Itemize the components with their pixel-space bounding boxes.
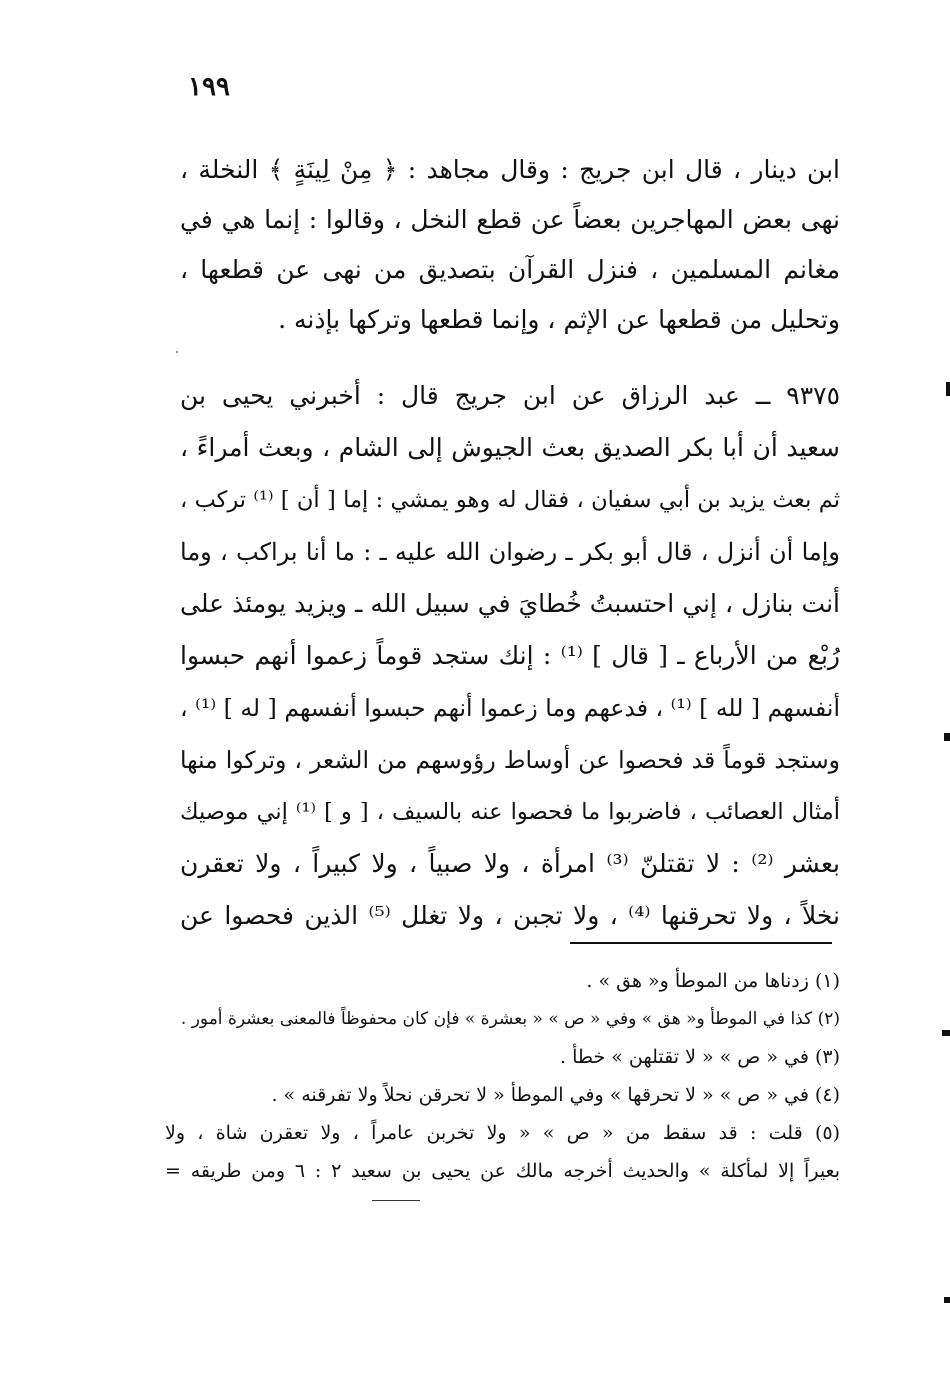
text-line: أنت بنازل ، إني احتسبتُ خُطايَ في سبيل الله ـ ويزيد يومئذ على [180, 589, 840, 618]
footnote-4: (٤) في « ص » « لا تحرقها » وفي الموطأ « لا تحرقن نحلاً ولا تفرقنه » . [271, 1084, 840, 1106]
footnote-3: (٣) في « ص » « لا تقتلهن » خطأ . [560, 1046, 840, 1068]
text-line: بعشر ⁽²⁾ : لا تقتلنّ ⁽³⁾ امرأة ، ولا صبياً ، ولا كبيراً ، ولا تعقرن [180, 849, 840, 878]
text-line: ثم بعث يزيد بن أبي سفيان ، فقال له وهو يمشي : إما [ أن ] ⁽¹⁾ تركب ، [180, 487, 840, 513]
text-line: مغانم المسلمين ، فنزل القرآن بتصديق من نهى عن قطعها ، [180, 255, 840, 284]
text-line: سعيد أن أبا بكر الصديق بعث الجيوش إلى الشام ، وبعث أمراءً ، [180, 433, 840, 462]
text-line: رُبْع من الأرباع ـ [ قال ] ⁽¹⁾ : إنك ستجد قوماً زعموا أنهم حبسوا [180, 641, 840, 670]
footnote-2: (٢) كذا في الموطأ و« هق » وفي « ص » « بعشرة » فإن كان محفوظاً فالمعنى بعشرة أمور . [180, 1009, 840, 1029]
footnote-separator [570, 942, 832, 944]
scan-edge-mark [944, 733, 950, 741]
scan-edge-mark [946, 382, 950, 396]
text-line: نخلاً ، ولا تحرقنها ⁽⁴⁾ ، ولا تجبن ، ولا تغلل ⁽⁵⁾ الذين فحصوا عن [180, 901, 840, 930]
scan-edge-mark [944, 1297, 950, 1303]
paragraph-1 [180, 145, 840, 345]
page-number: ١٩٩ [188, 72, 230, 102]
text-line: أمثال العصائب ، فاضربوا ما فحصوا عنه بالسيف ، [ و ] ⁽¹⁾ إني موصيك [180, 799, 840, 825]
text-line: وإما أن أنزل ، قال أبو بكر ـ رضوان الله عليه ـ : ما أنا براكب ، وما [180, 538, 840, 566]
footnote-1: (١) زدناها من الموطأ و« هق » . [586, 970, 840, 992]
footnote-5-continued: بعيراً إلا لمأكلة » والحديث أخرجه مالك عن يحيى بن سعيد ٢ : ٦ ومن طريقه = [165, 1160, 840, 1182]
text-line: نهى بعض المهاجرين بعضاً عن قطع النخل ، وقالوا : إنما هي في [180, 205, 840, 234]
footnotes [165, 962, 840, 1190]
scan-edge-mark [942, 1030, 950, 1036]
text-line: أنفسهم [ لله ] ⁽¹⁾ ، فدعهم وما زعموا أنهم حبسوا أنفسهم [ له ] ⁽¹⁾ ، [180, 694, 840, 722]
hadith-9375 [180, 370, 840, 942]
print-speck [176, 351, 178, 353]
underline-mark [372, 1200, 420, 1201]
footnote-5: (٥) قلت : قد سقط من « ص » « ولا تخربن عامراً ، ولا تعقرن شاة ، ولا [165, 1122, 840, 1144]
text-line: ٩٣٧٥ ــ عبد الرزاق عن ابن جريج قال : أخبرني يحيى بن [180, 381, 840, 410]
text-line: وستجد قوماً قد فحصوا عن أوساط رؤوسهم من الشعر ، وتركوا منها [180, 746, 840, 774]
text-line: وتحليل من قطعها عن الإثم ، وإنما قطعها وتركها بإذنه . [278, 305, 840, 334]
text-line: ابن دينار ، قال ابن جريج : وقال مجاهد : ﴿ مِنْ لِينَةٍ ﴾ النخلة ، [180, 155, 840, 184]
